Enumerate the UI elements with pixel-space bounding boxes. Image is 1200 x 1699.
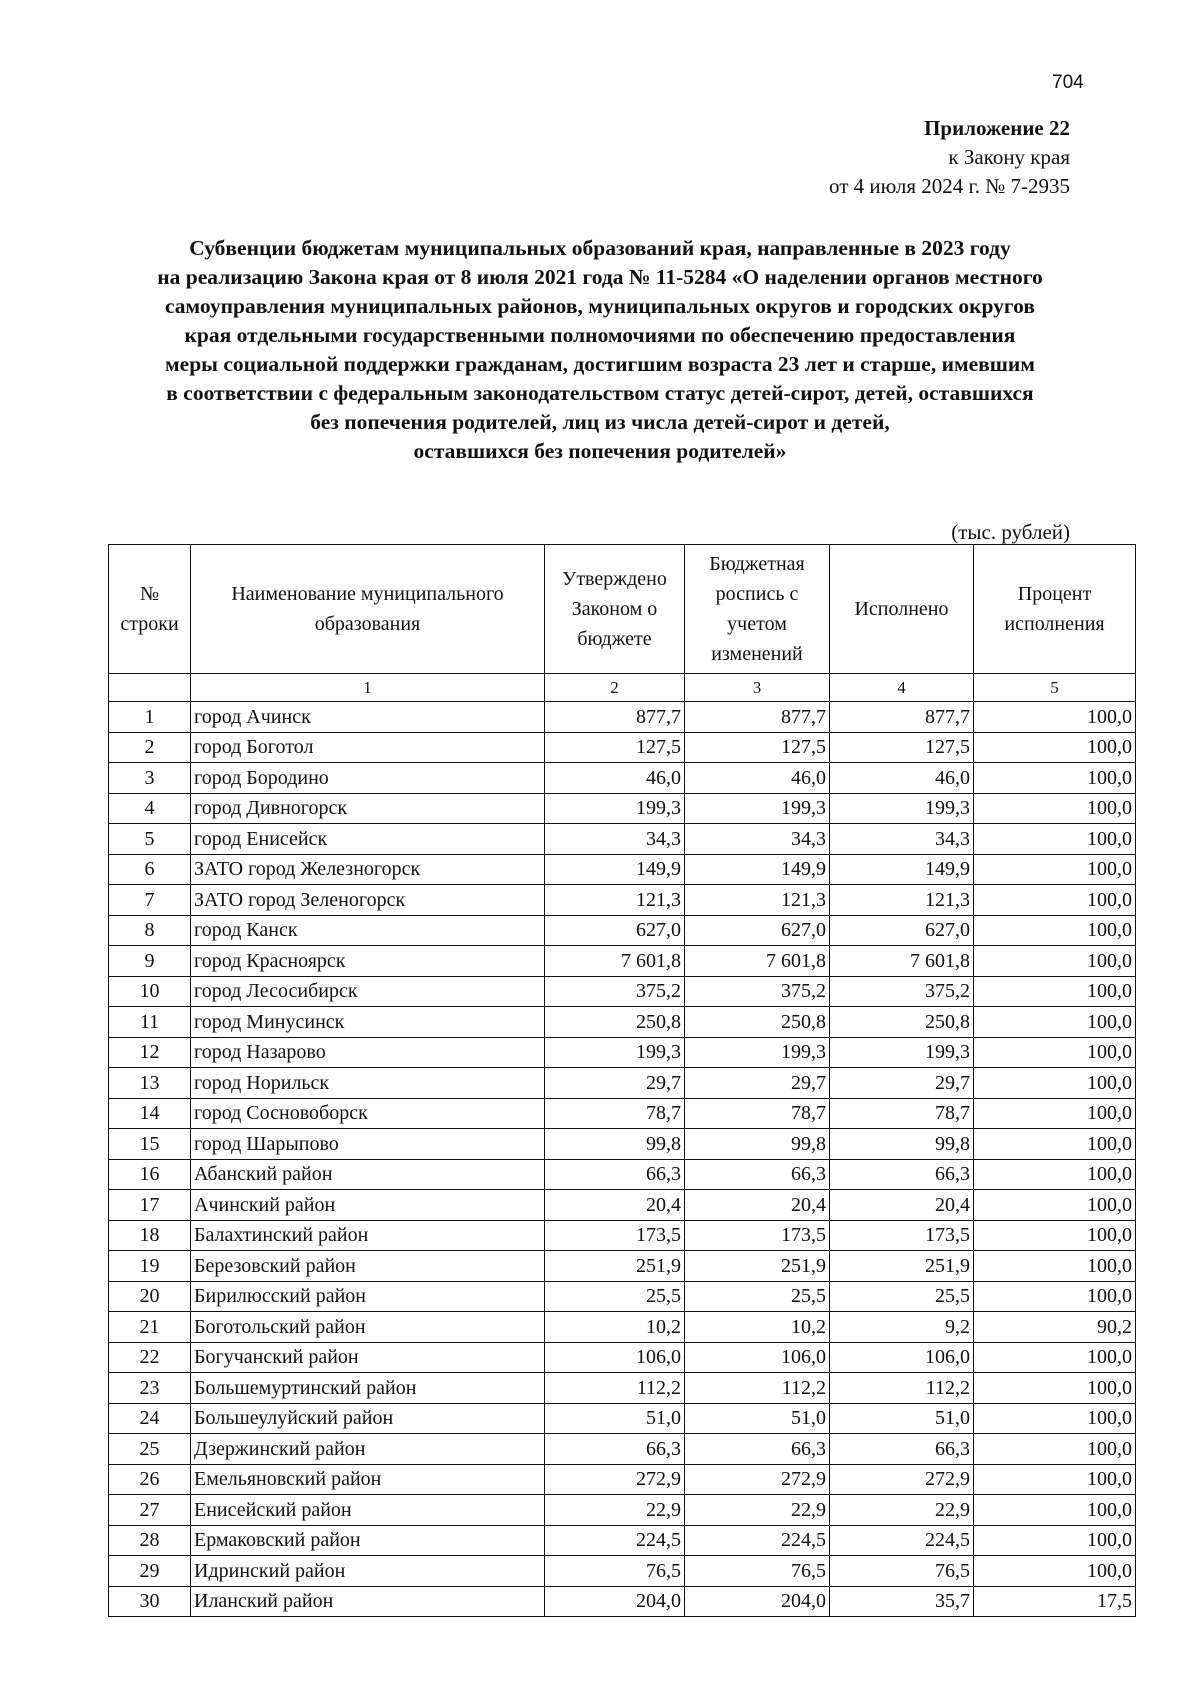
municipality-name: город Минусинск xyxy=(191,1007,545,1038)
execution-percent: 100,0 xyxy=(974,793,1136,824)
approved-amount: 66,3 xyxy=(545,1434,685,1465)
row-number: 11 xyxy=(109,1007,191,1038)
executed-amount: 34,3 xyxy=(830,824,974,855)
row-number: 26 xyxy=(109,1464,191,1495)
table-row xyxy=(109,1251,1136,1282)
approved-amount: 99,8 xyxy=(545,1129,685,1160)
municipality-name: город Лесосибирск xyxy=(191,976,545,1007)
budget-amount: 877,7 xyxy=(685,702,830,733)
municipality-name: город Шарыпово xyxy=(191,1129,545,1160)
header-row-number: № строки xyxy=(109,545,191,674)
budget-amount: 112,2 xyxy=(685,1373,830,1404)
row-number: 10 xyxy=(109,976,191,1007)
approved-amount: 877,7 xyxy=(545,702,685,733)
row-number: 18 xyxy=(109,1220,191,1251)
budget-amount: 149,9 xyxy=(685,854,830,885)
municipality-name: город Канск xyxy=(191,915,545,946)
execution-percent: 100,0 xyxy=(974,1159,1136,1190)
title-line: на реализацию Закона края от 8 июля 2021 года № 11-5284 «О наделении органов местного xyxy=(157,265,1043,289)
table-row xyxy=(109,1281,1136,1312)
table-row xyxy=(109,885,1136,916)
approved-amount: 224,5 xyxy=(545,1525,685,1556)
approved-amount: 250,8 xyxy=(545,1007,685,1038)
municipality-name: Иланский район xyxy=(191,1586,545,1617)
municipality-name: Ачинский район xyxy=(191,1190,545,1221)
table-row xyxy=(109,1220,1136,1251)
municipality-name: город Боготол xyxy=(191,732,545,763)
table-row xyxy=(109,793,1136,824)
municipality-name: город Ачинск xyxy=(191,702,545,733)
approved-amount: 34,3 xyxy=(545,824,685,855)
execution-percent: 100,0 xyxy=(974,976,1136,1007)
table-row xyxy=(109,1098,1136,1129)
budget-amount: 121,3 xyxy=(685,885,830,916)
municipality-name: Бирилюсский район xyxy=(191,1281,545,1312)
execution-percent: 100,0 xyxy=(974,1434,1136,1465)
executed-amount: 66,3 xyxy=(830,1159,974,1190)
approved-amount: 78,7 xyxy=(545,1098,685,1129)
column-number: 2 xyxy=(545,674,685,702)
row-number: 7 xyxy=(109,885,191,916)
row-number: 25 xyxy=(109,1434,191,1465)
approved-amount: 76,5 xyxy=(545,1556,685,1587)
table-row xyxy=(109,1129,1136,1160)
table-row xyxy=(109,763,1136,794)
budget-amount: 20,4 xyxy=(685,1190,830,1221)
approved-amount: 121,3 xyxy=(545,885,685,916)
municipality-name: Боготольский район xyxy=(191,1312,545,1343)
row-number: 16 xyxy=(109,1159,191,1190)
appendix-block xyxy=(829,114,1070,201)
execution-percent: 100,0 xyxy=(974,854,1136,885)
municipality-name: Енисейский район xyxy=(191,1495,545,1526)
executed-amount: 121,3 xyxy=(830,885,974,916)
execution-percent: 100,0 xyxy=(974,1281,1136,1312)
executed-amount: 375,2 xyxy=(830,976,974,1007)
header-executed: Исполнено xyxy=(830,545,974,674)
executed-amount: 22,9 xyxy=(830,1495,974,1526)
executed-amount: 627,0 xyxy=(830,915,974,946)
approved-amount: 25,5 xyxy=(545,1281,685,1312)
row-number: 2 xyxy=(109,732,191,763)
row-number: 19 xyxy=(109,1251,191,1282)
budget-amount: 34,3 xyxy=(685,824,830,855)
table-row xyxy=(109,1495,1136,1526)
budget-amount: 204,0 xyxy=(685,1586,830,1617)
approved-amount: 149,9 xyxy=(545,854,685,885)
row-number: 13 xyxy=(109,1068,191,1099)
municipality-name: город Норильск xyxy=(191,1068,545,1099)
row-number: 28 xyxy=(109,1525,191,1556)
column-number: 3 xyxy=(685,674,830,702)
table-row xyxy=(109,732,1136,763)
budget-amount: 224,5 xyxy=(685,1525,830,1556)
executed-amount: 46,0 xyxy=(830,763,974,794)
table-row xyxy=(109,1190,1136,1221)
municipality-name: Ермаковский район xyxy=(191,1525,545,1556)
row-number: 23 xyxy=(109,1373,191,1404)
approved-amount: 22,9 xyxy=(545,1495,685,1526)
execution-percent: 100,0 xyxy=(974,1403,1136,1434)
executed-amount: 199,3 xyxy=(830,1037,974,1068)
execution-percent: 100,0 xyxy=(974,763,1136,794)
executed-amount: 199,3 xyxy=(830,793,974,824)
row-number: 3 xyxy=(109,763,191,794)
row-number: 22 xyxy=(109,1342,191,1373)
executed-amount: 51,0 xyxy=(830,1403,974,1434)
table-row xyxy=(109,702,1136,733)
executed-amount: 25,5 xyxy=(830,1281,974,1312)
table-row xyxy=(109,1342,1136,1373)
row-number: 30 xyxy=(109,1586,191,1617)
municipality-name: город Дивногорск xyxy=(191,793,545,824)
header-budget-schedule: Бюджетная роспись с учетом изменений xyxy=(685,545,830,674)
table-row xyxy=(109,1159,1136,1190)
execution-percent: 90,2 xyxy=(974,1312,1136,1343)
municipality-name: город Назарово xyxy=(191,1037,545,1068)
budget-amount: 627,0 xyxy=(685,915,830,946)
executed-amount: 251,9 xyxy=(830,1251,974,1282)
executed-amount: 173,5 xyxy=(830,1220,974,1251)
municipality-name: город Бородино xyxy=(191,763,545,794)
budget-amount: 10,2 xyxy=(685,1312,830,1343)
table-header-row xyxy=(109,545,1136,674)
budget-amount: 250,8 xyxy=(685,1007,830,1038)
row-number: 14 xyxy=(109,1098,191,1129)
approved-amount: 51,0 xyxy=(545,1403,685,1434)
column-number: 4 xyxy=(830,674,974,702)
executed-amount: 66,3 xyxy=(830,1434,974,1465)
executed-amount: 224,5 xyxy=(830,1525,974,1556)
row-number: 20 xyxy=(109,1281,191,1312)
row-number: 4 xyxy=(109,793,191,824)
budget-amount: 173,5 xyxy=(685,1220,830,1251)
execution-percent: 100,0 xyxy=(974,1342,1136,1373)
budget-amount: 66,3 xyxy=(685,1434,830,1465)
column-number: 5 xyxy=(974,674,1136,702)
execution-percent: 100,0 xyxy=(974,1373,1136,1404)
table-body xyxy=(109,702,1136,1617)
execution-percent: 100,0 xyxy=(974,732,1136,763)
budget-amount: 199,3 xyxy=(685,1037,830,1068)
title-line: Субвенции бюджетам муниципальных образований края, направленные в 2023 году xyxy=(189,236,1011,260)
appendix-law-ref: к Закону края xyxy=(948,145,1070,169)
column-number-row xyxy=(109,674,1136,702)
row-number: 8 xyxy=(109,915,191,946)
execution-percent: 100,0 xyxy=(974,1556,1136,1587)
municipality-name: Березовский район xyxy=(191,1251,545,1282)
execution-percent: 100,0 xyxy=(974,946,1136,977)
budget-amount: 29,7 xyxy=(685,1068,830,1099)
column-number: 1 xyxy=(191,674,545,702)
budget-amount: 99,8 xyxy=(685,1129,830,1160)
title-line: меры социальной поддержки гражданам, достигшим возраста 23 лет и старше, имевшим xyxy=(165,352,1035,376)
budget-amount: 76,5 xyxy=(685,1556,830,1587)
approved-amount: 46,0 xyxy=(545,763,685,794)
approved-amount: 199,3 xyxy=(545,793,685,824)
executed-amount: 272,9 xyxy=(830,1464,974,1495)
budget-amount: 375,2 xyxy=(685,976,830,1007)
table-row xyxy=(109,1068,1136,1099)
municipality-name: Дзержинский район xyxy=(191,1434,545,1465)
executed-amount: 149,9 xyxy=(830,854,974,885)
execution-percent: 100,0 xyxy=(974,1129,1136,1160)
municipality-name: город Сосновоборск xyxy=(191,1098,545,1129)
execution-percent: 100,0 xyxy=(974,1251,1136,1282)
row-number: 1 xyxy=(109,702,191,733)
municipality-name: Балахтинский район xyxy=(191,1220,545,1251)
table-row xyxy=(109,1525,1136,1556)
execution-percent: 100,0 xyxy=(974,1007,1136,1038)
row-number: 21 xyxy=(109,1312,191,1343)
page-number: 704 xyxy=(1052,72,1084,93)
execution-percent: 100,0 xyxy=(974,824,1136,855)
approved-amount: 272,9 xyxy=(545,1464,685,1495)
executed-amount: 877,7 xyxy=(830,702,974,733)
header-approved: Утверждено Законом о бюджете xyxy=(545,545,685,674)
row-number: 27 xyxy=(109,1495,191,1526)
municipality-name: Емельяновский район xyxy=(191,1464,545,1495)
municipality-name: город Красноярск xyxy=(191,946,545,977)
execution-percent: 100,0 xyxy=(974,1525,1136,1556)
title-line: самоуправления муниципальных районов, муниципальных округов и городских округов xyxy=(165,294,1035,318)
execution-percent: 100,0 xyxy=(974,702,1136,733)
budget-amount: 7 601,8 xyxy=(685,946,830,977)
approved-amount: 251,9 xyxy=(545,1251,685,1282)
row-number: 12 xyxy=(109,1037,191,1068)
title-line: без попечения родителей, лиц из числа детей-сирот и детей, xyxy=(310,410,890,434)
municipality-name: Большемуртинский район xyxy=(191,1373,545,1404)
executed-amount: 76,5 xyxy=(830,1556,974,1587)
table-row xyxy=(109,1312,1136,1343)
execution-percent: 100,0 xyxy=(974,1495,1136,1526)
budget-amount: 25,5 xyxy=(685,1281,830,1312)
municipality-name: Богучанский район xyxy=(191,1342,545,1373)
budget-amount: 66,3 xyxy=(685,1159,830,1190)
row-number: 29 xyxy=(109,1556,191,1587)
table-row xyxy=(109,976,1136,1007)
approved-amount: 199,3 xyxy=(545,1037,685,1068)
units-label: (тыс. рублей) xyxy=(951,520,1070,544)
table-row xyxy=(109,1007,1136,1038)
execution-percent: 100,0 xyxy=(974,1098,1136,1129)
table-row xyxy=(109,915,1136,946)
budget-amount: 272,9 xyxy=(685,1464,830,1495)
execution-percent: 100,0 xyxy=(974,885,1136,916)
municipality-name: ЗАТО город Зеленогорск xyxy=(191,885,545,916)
table-row xyxy=(109,1556,1136,1587)
title-line: в соответствии с федеральным законодательством статус детей-сирот, детей, оставшихся xyxy=(166,381,1034,405)
subventions-table xyxy=(108,544,1136,1617)
executed-amount: 78,7 xyxy=(830,1098,974,1129)
budget-amount: 106,0 xyxy=(685,1342,830,1373)
execution-percent: 100,0 xyxy=(974,1464,1136,1495)
municipality-name: город Енисейск xyxy=(191,824,545,855)
executed-amount: 9,2 xyxy=(830,1312,974,1343)
approved-amount: 375,2 xyxy=(545,976,685,1007)
approved-amount: 7 601,8 xyxy=(545,946,685,977)
execution-percent: 17,5 xyxy=(974,1586,1136,1617)
row-number: 5 xyxy=(109,824,191,855)
budget-amount: 22,9 xyxy=(685,1495,830,1526)
approved-amount: 127,5 xyxy=(545,732,685,763)
table-row xyxy=(109,1434,1136,1465)
approved-amount: 627,0 xyxy=(545,915,685,946)
row-number: 6 xyxy=(109,854,191,885)
executed-amount: 112,2 xyxy=(830,1373,974,1404)
budget-amount: 199,3 xyxy=(685,793,830,824)
header-percent: Процент исполнения xyxy=(974,545,1136,674)
row-number: 9 xyxy=(109,946,191,977)
approved-amount: 173,5 xyxy=(545,1220,685,1251)
approved-amount: 204,0 xyxy=(545,1586,685,1617)
budget-amount: 251,9 xyxy=(685,1251,830,1282)
appendix-title: Приложение 22 xyxy=(924,116,1070,140)
row-number: 24 xyxy=(109,1403,191,1434)
approved-amount: 20,4 xyxy=(545,1190,685,1221)
execution-percent: 100,0 xyxy=(974,915,1136,946)
executed-amount: 35,7 xyxy=(830,1586,974,1617)
table-row xyxy=(109,946,1136,977)
approved-amount: 106,0 xyxy=(545,1342,685,1373)
execution-percent: 100,0 xyxy=(974,1190,1136,1221)
budget-amount: 78,7 xyxy=(685,1098,830,1129)
title-line: края отдельными государственными полномочиями по обеспечению предоставления xyxy=(184,323,1016,347)
municipality-name: Абанский район xyxy=(191,1159,545,1190)
execution-percent: 100,0 xyxy=(974,1068,1136,1099)
municipality-name: ЗАТО город Железногорск xyxy=(191,854,545,885)
table-row xyxy=(109,854,1136,885)
executed-amount: 127,5 xyxy=(830,732,974,763)
table-row xyxy=(109,824,1136,855)
execution-percent: 100,0 xyxy=(974,1220,1136,1251)
executed-amount: 106,0 xyxy=(830,1342,974,1373)
executed-amount: 99,8 xyxy=(830,1129,974,1160)
document-title xyxy=(100,234,1100,466)
budget-amount: 46,0 xyxy=(685,763,830,794)
title-line: оставшихся без попечения родителей» xyxy=(413,439,787,463)
table-row xyxy=(109,1403,1136,1434)
executed-amount: 250,8 xyxy=(830,1007,974,1038)
approved-amount: 29,7 xyxy=(545,1068,685,1099)
column-number xyxy=(109,674,191,702)
budget-amount: 127,5 xyxy=(685,732,830,763)
row-number: 17 xyxy=(109,1190,191,1221)
approved-amount: 66,3 xyxy=(545,1159,685,1190)
executed-amount: 7 601,8 xyxy=(830,946,974,977)
table-row xyxy=(109,1373,1136,1404)
approved-amount: 10,2 xyxy=(545,1312,685,1343)
approved-amount: 112,2 xyxy=(545,1373,685,1404)
executed-amount: 20,4 xyxy=(830,1190,974,1221)
table-row xyxy=(109,1037,1136,1068)
header-municipality-name: Наименование муниципального образования xyxy=(191,545,545,674)
municipality-name: Идринский район xyxy=(191,1556,545,1587)
budget-amount: 51,0 xyxy=(685,1403,830,1434)
appendix-law-date: от 4 июля 2024 г. № 7-2935 xyxy=(829,174,1070,198)
execution-percent: 100,0 xyxy=(974,1037,1136,1068)
executed-amount: 29,7 xyxy=(830,1068,974,1099)
municipality-name: Большеулуйский район xyxy=(191,1403,545,1434)
table-row xyxy=(109,1464,1136,1495)
table-row xyxy=(109,1586,1136,1617)
row-number: 15 xyxy=(109,1129,191,1160)
